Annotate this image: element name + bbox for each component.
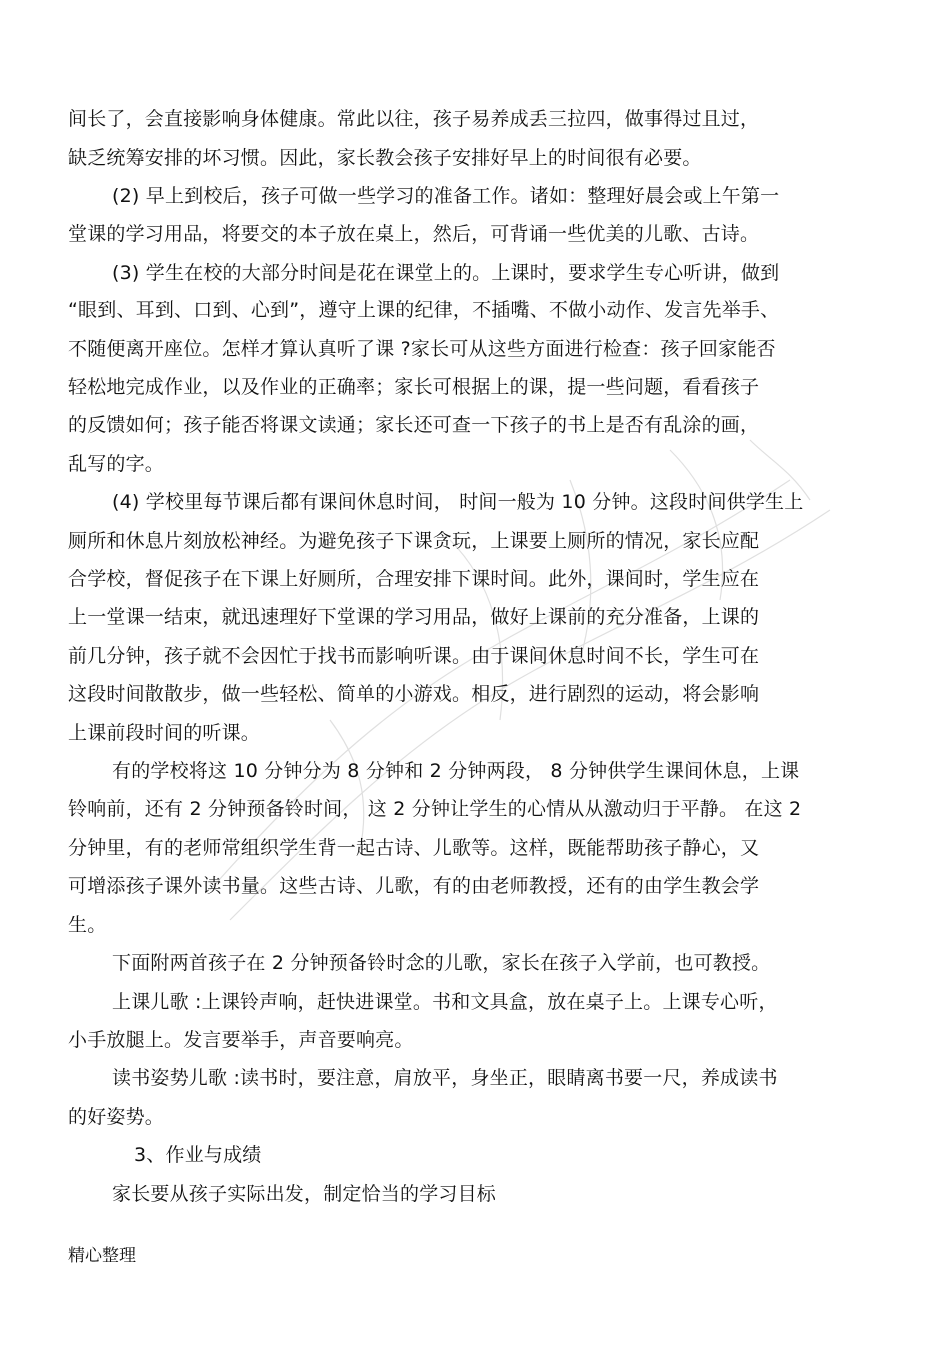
text-line: 上一堂课一结束，就迅速理好下堂课的学习用品，做好上课前的充分准备，上课的	[68, 606, 760, 628]
section-heading: 3、作业与成绩	[134, 1144, 262, 1166]
text-line: 生。	[68, 914, 107, 936]
text-line: 的反馈如何；孩子能否将课文读通；家长还可查一下孩子的书上是否有乱涂的画，	[68, 414, 760, 436]
page-footer: 精心整理	[68, 1246, 136, 1266]
text-line: 可增添孩子课外读书量。这些古诗、儿歌，有的由老师教授，还有的由学生教会学	[68, 875, 760, 897]
text-line: 堂课的学习用品，将要交的本子放在桌上，然后，可背诵一些优美的儿歌、古诗。	[68, 223, 760, 245]
text-line: 不随便离开座位。怎样才算认真听了课 ?家长可从这些方面进行检查：孩子回家能否	[68, 338, 776, 360]
text-line: (3) 学生在校的大部分时间是花在课堂上的。上课时，要求学生专心听讲，做到	[112, 262, 780, 284]
text-line: 轻松地完成作业，以及作业的正确率；家长可根据上的课，提一些问题，看看孩子	[68, 376, 760, 398]
text-line: (2) 早上到校后，孩子可做一些学习的准备工作。诸如：整理好晨会或上午第一	[112, 185, 780, 207]
text-line: 合学校，督促孩子在下课上好厕所，合理安排下课时间。此外，课间时，学生应在	[68, 568, 760, 590]
text-line: 乱写的字。	[68, 453, 165, 475]
text-line: 下面附两首孩子在 2 分钟预备铃时念的儿歌，家长在孩子入学前，也可教授。	[112, 952, 771, 974]
text-line: 小手放腿上。发言要举手，声音要响亮。	[68, 1029, 414, 1051]
text-line: 读书姿势儿歌 :读书时，要注意，肩放平，身坐正，眼睛离书要一尺，养成读书	[112, 1067, 778, 1089]
text-line: 有的学校将这 10 分钟分为 8 分钟和 2 分钟两段， 8 分钟供学生课间休息，上课	[112, 760, 800, 782]
text-line: 前几分钟，孩子就不会因忙于找书而影响听课。由于课间休息时间不长，学生可在	[68, 645, 760, 667]
text-line: 家长要从孩子实际出发，制定恰当的学习目标	[112, 1183, 497, 1205]
text-line: 厕所和休息片刻放松神经。为避免孩子下课贪玩，上课要上厕所的情况，家长应配	[68, 530, 760, 552]
text-line: 分钟里，有的老师常组织学生背一起古诗、儿歌等。这样，既能帮助孩子静心，又	[68, 837, 760, 859]
text-line: 上课儿歌 :上课铃声响，赶快进课堂。书和文具盒，放在桌子上。上课专心听，	[112, 991, 778, 1013]
text-line: 的好姿势。	[68, 1106, 165, 1128]
text-line: 上课前段时间的听课。	[68, 722, 261, 744]
text-line: 铃响前，还有 2 分钟预备铃时间， 这 2 分钟让学生的心情从从激动归于平静。 在这 2	[68, 798, 802, 820]
text-line: (4) 学校里每节课后都有课间休息时间， 时间一般为 10 分钟。这段时间供学生上	[112, 491, 804, 513]
text-line: 间长了，会直接影响身体健康。常此以往，孩子易养成丢三拉四，做事得过且过，	[68, 108, 760, 130]
text-line: 这段时间散散步，做一些轻松、简单的小游戏。相反，进行剧烈的运动，将会影响	[68, 683, 760, 705]
text-line: “眼到、耳到、口到、心到”，遵守上课的纪律，不插嘴、不做小动作、发言先举手、	[68, 299, 780, 321]
text-line: 缺乏统筹安排的坏习惯。因此，家长教会孩子安排好早上的时间很有必要。	[68, 147, 702, 169]
